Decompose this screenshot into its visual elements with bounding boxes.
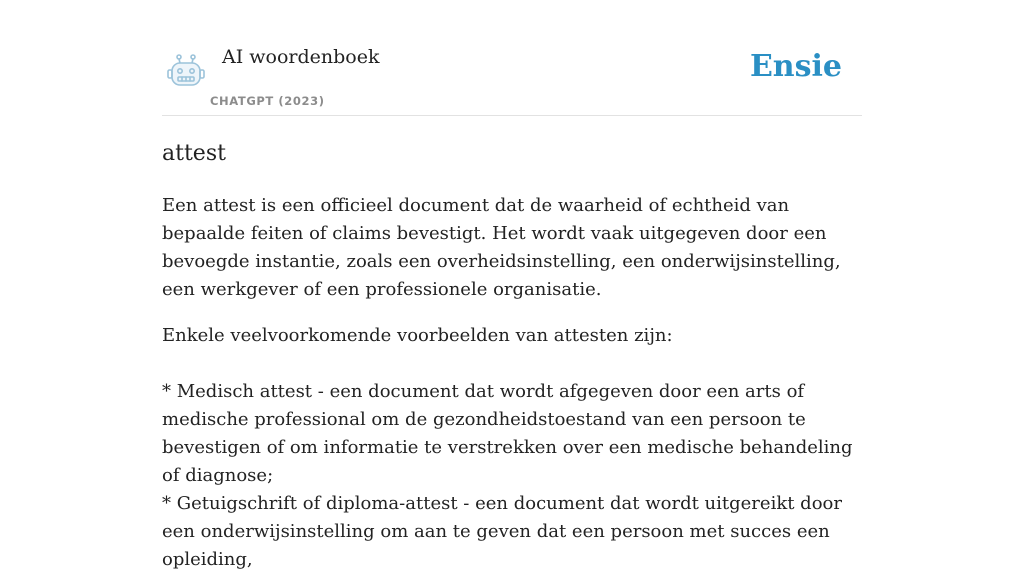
examples-intro: Enkele veelvoorkomende voorbeelden van attesten zijn: bbox=[162, 325, 673, 346]
entry-header bbox=[162, 40, 862, 116]
entry-content bbox=[162, 138, 862, 574]
source-title[interactable]: AI woordenboek bbox=[222, 46, 380, 68]
brand-logo[interactable]: Ensie bbox=[749, 49, 842, 84]
entry-definition: Een attest is een officieel document dat de waarheid of echtheid van bepaalde feiten of claims bevestigt. Het wordt vaak uitgegeven door een bevoegde instantie, zoals een overheidsinstelling, een onderwijsinstelling, een werkgever of een professionele organisatie. bbox=[162, 195, 841, 300]
entry-term: attest bbox=[162, 141, 226, 166]
robot-icon bbox=[166, 52, 206, 92]
list-item: * Medisch attest - een document dat wordt afgegeven door een arts of medische professional om de gezondheidstoestand van een persoon te bevestigen of om informatie te verstrekken over een medische behandeling of diagnose; bbox=[162, 381, 853, 486]
list-item: * Getuigschrift of diploma-attest - een document dat wordt uitgereikt door een onderwijsinstelling om aan te geven dat een persoon met succes een opleiding, bbox=[162, 493, 842, 570]
examples-list bbox=[162, 378, 862, 574]
source-subtitle: CHATGPT (2023) bbox=[210, 94, 325, 108]
